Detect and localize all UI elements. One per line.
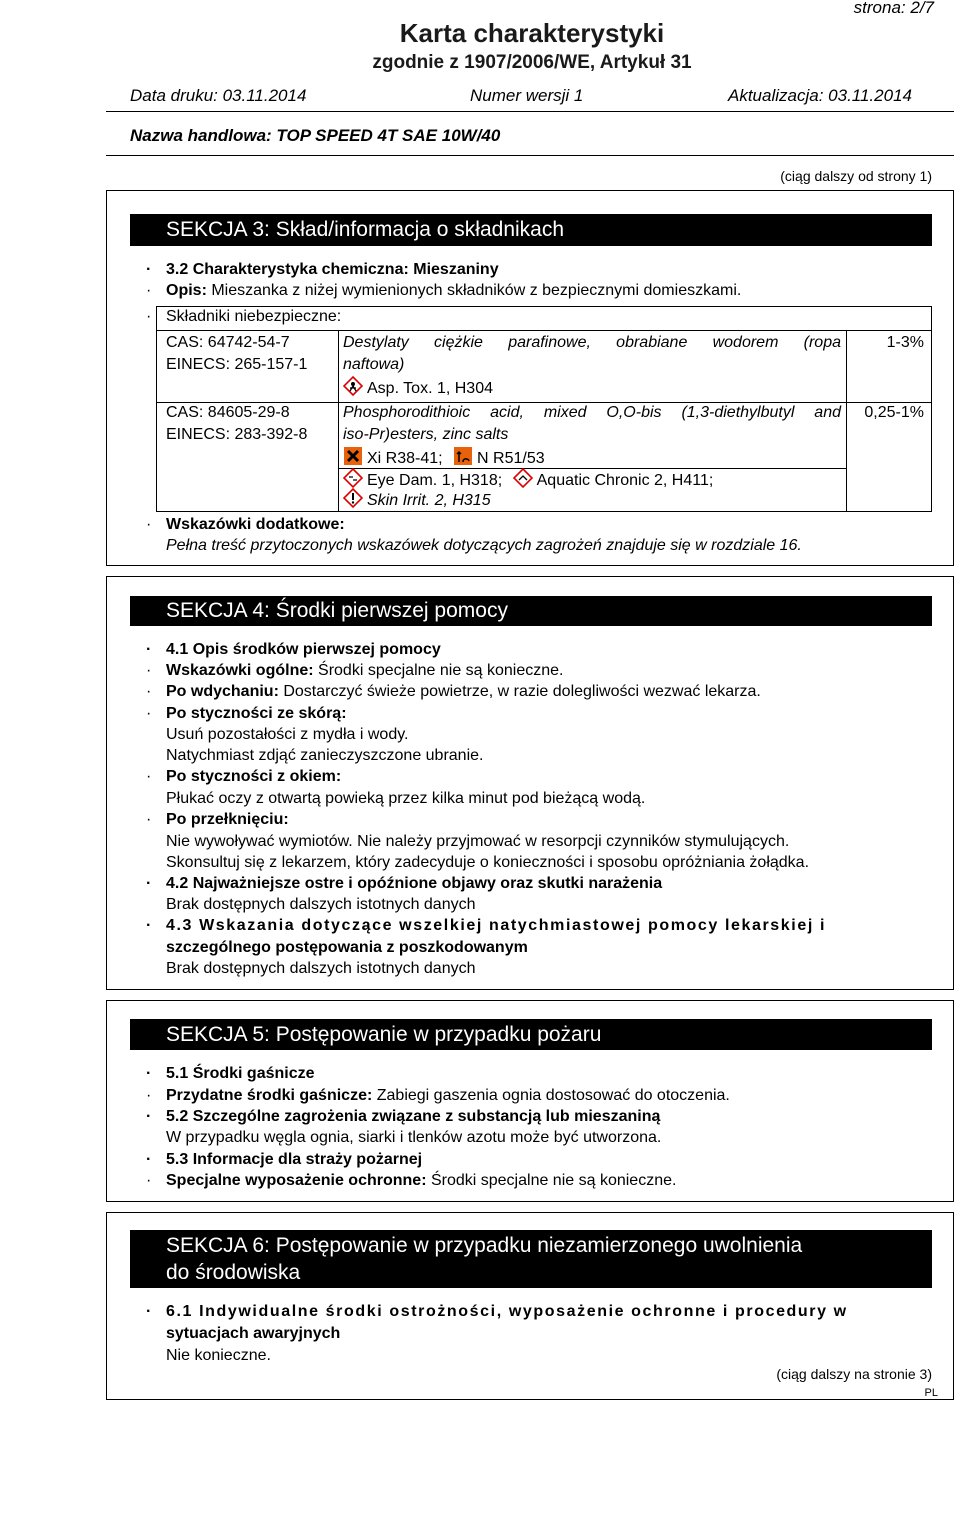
- component-2-legacy-class: Xi R38-41; N R51/53: [343, 446, 545, 470]
- section-6-1-text: Nie konieczne.: [166, 1347, 271, 1364]
- section-6-1-heading-line1: · 6.1 Indywidualne środki ostrożności, wyposażenie ochronne i procedury w: [146, 1303, 848, 1320]
- section-6-title: [130, 1230, 932, 1288]
- environment-hazard-icon: [453, 446, 473, 466]
- hazardous-components-label: · Składniki niebezpieczne:: [146, 308, 342, 325]
- header-divider: [106, 111, 954, 112]
- table-col-divider-1: [338, 330, 339, 512]
- after-eye-contact-text: Płukać oczy z otwartą powieką przez kilka minut pod bieżącą wodą.: [166, 790, 646, 807]
- section-4-title: SEKCJA 4: Środki pierwszej pomocy: [130, 596, 932, 626]
- section-3-title: SEKCJA 3: Skład/informacja o składnikach: [130, 214, 932, 246]
- document-title: Karta charakterystyki: [399, 18, 665, 48]
- component-1-percent: 1-3%: [886, 334, 924, 351]
- component-1-einecs: EINECS: 265-157-1: [166, 356, 308, 373]
- corrosion-icon: [343, 468, 363, 488]
- trade-name-divider: [106, 155, 954, 156]
- section-5-3-heading: · 5.3 Informacje dla straży pożarnej: [146, 1151, 423, 1168]
- additional-info-text: Pełna treść przytoczonych wskazówek dotyczących zagrożeń znajduje się w rozdziale 16.: [166, 537, 802, 554]
- component-2-skin-class: Skin Irrit. 2, H315: [343, 488, 491, 512]
- update-date: Aktualizacja: 03.11.2014: [728, 86, 912, 105]
- component-1-classification: Asp. Tox. 1, H304: [343, 376, 493, 400]
- protective-equipment: · Specjalne wyposażenie ochronne: Środki specjalne nie są konieczne.: [146, 1172, 677, 1189]
- section-6-title-line1: SEKCJA 6: Postępowanie w przypadku niezamierzonego uwolnienia: [166, 1234, 803, 1257]
- table-col-divider-2: [846, 330, 847, 512]
- section-6-1-heading-line2: sytuacjach awaryjnych: [166, 1325, 341, 1342]
- component-2-percent: 0,25-1%: [864, 404, 924, 421]
- irritant-x-icon: [343, 446, 363, 466]
- page-number: strona: 2/7: [853, 0, 934, 17]
- after-inhalation: · Po wdychaniu: Dostarczyć świeże powietrze, w razie dolegliwości wezwać lekarza.: [146, 683, 761, 700]
- after-skin-contact-text-2: Natychmiast zdjąć zanieczyszczone ubranie.: [166, 747, 484, 764]
- additional-info-label: · Wskazówki dodatkowe:: [146, 516, 345, 533]
- section-3-2-heading: · 3.2 Charakterystyka chemiczna: Mieszaniny: [146, 261, 499, 278]
- continued-on: (ciąg dalszy na stronie 3): [776, 1366, 932, 1382]
- print-date: Data druku: 03.11.2014: [130, 86, 307, 105]
- section-4-1-heading: · 4.1 Opis środków pierwszej pomocy: [146, 641, 441, 658]
- continued-from: (ciąg dalszy od strony 1): [780, 168, 932, 184]
- section-6-title-line2: do środowiska: [166, 1261, 301, 1284]
- description-line: · Opis: Mieszanka z niżej wymienionych składników z bezpiecznymi domieszkami.: [146, 282, 742, 299]
- section-4-3-heading-line1: · 4.3 Wskazania dotyczące wszelkiej natychmiastowej pomocy lekarskiej i: [146, 917, 826, 934]
- health-hazard-icon: [343, 376, 363, 396]
- table-top-rule: [156, 330, 932, 331]
- component-1-cas: CAS: 64742-54-7: [166, 334, 290, 351]
- general-advice: · Wskazówki ogólne: Środki specjalne nie są konieczne.: [146, 662, 564, 679]
- after-eye-contact-label: · Po styczności z okiem:: [146, 768, 342, 785]
- component-2-name-line1: Phosphorodithioic acid, mixed O,O-bis (1,3-diethylbutyl and: [343, 404, 841, 421]
- section-5-1-heading: · 5.1 Środki gaśnicze: [146, 1065, 315, 1082]
- section-5-2-text: W przypadku węgla ognia, siarki i tlenków azotu może być utworzona.: [166, 1129, 662, 1146]
- suitable-extinguishing-media: · Przydatne środki gaśnicze: Zabiegi gaszenia ognia dostosować do otoczenia.: [146, 1087, 730, 1104]
- aquatic-environment-icon: [513, 468, 533, 488]
- after-swallowing-text-2: Skonsultuj się z lekarzem, który zadecyduje o konieczności i sposobu opróżniania żołądka.: [166, 854, 810, 871]
- section-4-2-heading: · 4.2 Najważniejsze ostre i opóźnione objawy oraz skutki narażenia: [146, 875, 663, 892]
- section-5-2-heading: · 5.2 Szczególne zagrożenia związane z substancją lub mieszaniną: [146, 1108, 661, 1125]
- after-swallowing-label: · Po przełknięciu:: [146, 811, 289, 828]
- version-number: Numer wersji 1: [470, 86, 584, 105]
- component-2-einecs: EINECS: 283-392-8: [166, 426, 308, 443]
- after-skin-contact-text-1: Usuń pozostałości z mydła i wody.: [166, 726, 409, 743]
- component-1-name-line1: Destylaty ciężkie parafinowe, obrabiane wodorem (ropa: [343, 334, 841, 351]
- section-4-3-text: Brak dostępnych dalszych istotnych danych: [166, 960, 476, 977]
- after-skin-contact-label: · Po styczności ze skórą:: [146, 705, 347, 722]
- after-swallowing-text-1: Nie wywoływać wymiotów. Nie należy przyjmować w resorpcji czynników stymulujących.: [166, 833, 790, 850]
- section-4-2-text: Brak dostępnych dalszych istotnych danych: [166, 896, 476, 913]
- exclamation-icon: [343, 488, 363, 508]
- section-5-title: SEKCJA 5: Postępowanie w przypadku pożaru: [130, 1019, 932, 1050]
- component-2-cas: CAS: 84605-29-8: [166, 404, 290, 421]
- component-2-name-line2: iso-Pr)esters, zinc salts: [343, 426, 509, 443]
- trade-name: Nazwa handlowa: TOP SPEED 4T SAE 10W/40: [130, 126, 501, 145]
- component-2-name: [343, 402, 841, 424]
- document-subtitle: zgodnie z 1907/2006/WE, Artykuł 31: [372, 52, 692, 73]
- language-code: PL: [924, 1387, 938, 1399]
- component-1-name: [343, 332, 841, 354]
- section-4-3-heading-line2: szczególnego postępowania z poszkodowanym: [166, 939, 528, 956]
- component-2-clp-class: Eye Dam. 1, H318; Aquatic Chronic 2, H411;: [343, 468, 713, 492]
- component-1-name-line2: naftowa): [343, 356, 405, 373]
